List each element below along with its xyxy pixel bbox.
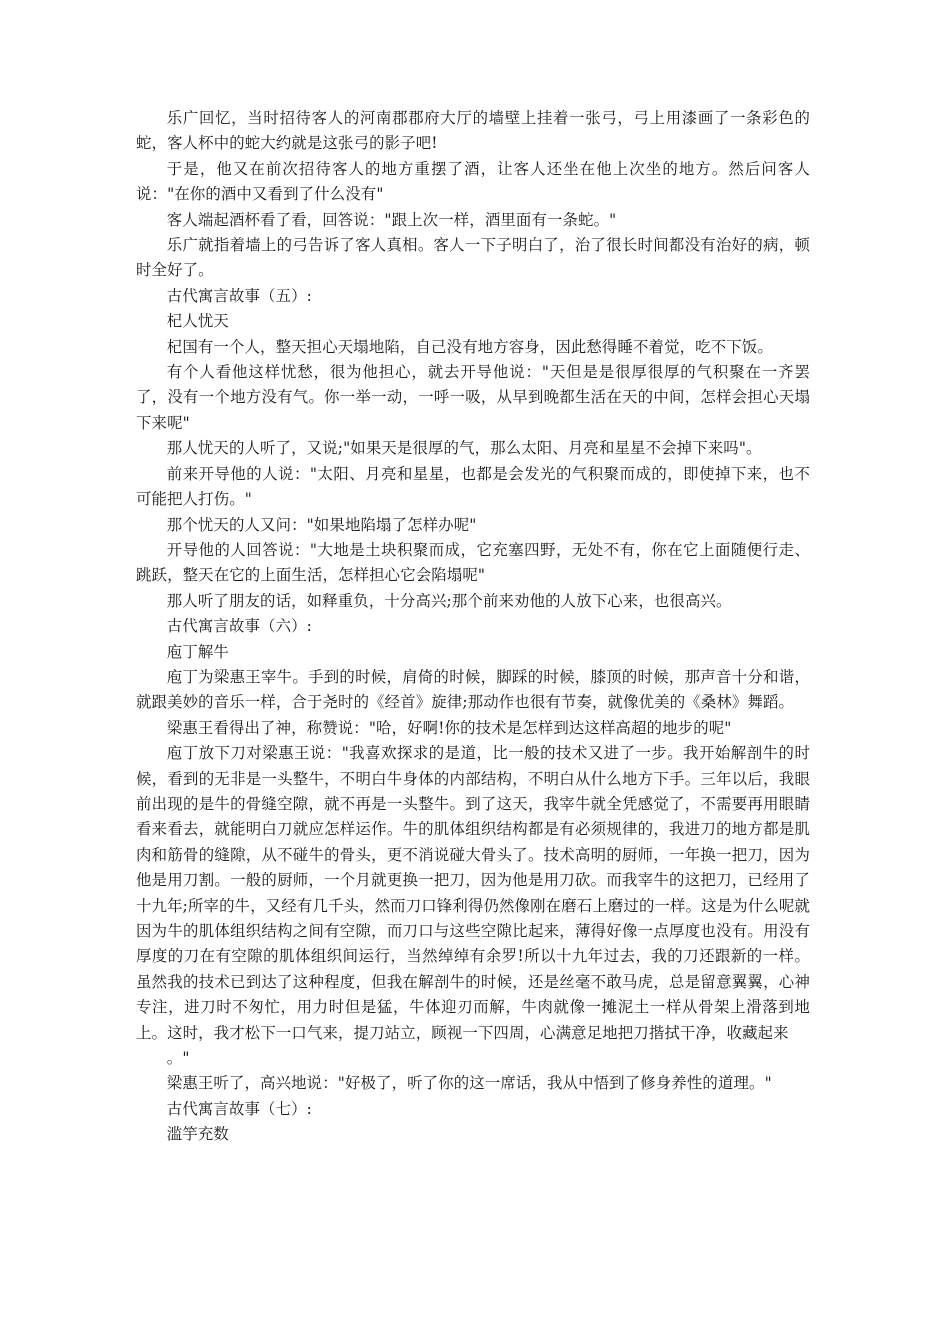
paragraph: 庖丁为梁惠王宰牛。手到的时候，肩倚的时候，脚踩的时候，膝顶的时候，那声音十分和谐，就跟美妙的音乐一样，合于尧时的《经首》旋律;那动作也很有节奏，就像优美的《桑林》舞蹈。	[136, 667, 810, 712]
paragraph: 有个人看他这样忧愁，很为他担心，就去开导他说："天但是是很厚很厚的气积聚在一齐罢了，没有一个地方没有气。你一举一动，一呼一吸，从早到晚都生活在天的中间，怎样会担心天塌下来呢"	[136, 363, 810, 432]
paragraph: 客人端起酒杯看了看，回答说："跟上次一样，酒里面有一条蛇。"	[166, 210, 617, 229]
paragraph: 。"	[166, 1049, 190, 1068]
story-title: 滥竽充数	[166, 1125, 229, 1144]
paragraph: 乐广回忆，当时招待客人的河南郡郡府大厅的墙壁上挂着一张弓，弓上用漆画了一条彩色的蛇，客人杯中的蛇大约就是这张弓的影子吧!	[136, 109, 810, 153]
paragraph: 乐广就指着墙上的弓告诉了客人真相。客人一下子明白了，治了很长时间都没有治好的病，顿时全好了。	[136, 236, 810, 280]
section-heading: 古代寓言故事（六）:	[166, 617, 312, 636]
paragraph: 杞国有一个人，整天担心天塌地陷，自己没有地方容身，因此愁得睡不着觉，吃不下饭。	[166, 337, 773, 356]
paragraph: 那人听了朋友的话，如释重负，十分高兴;那个前来劝他的人放下心来，也很高兴。	[166, 591, 732, 610]
paragraph: 那个忧天的人又问："如果地陷塌了怎样办呢"	[166, 515, 477, 534]
paragraph: 于是，他又在前次招待客人的地方重摆了酒，让客人还坐在他上次坐的地方。然后问客人说："在你的酒中又看到了什么没有"	[136, 159, 810, 204]
paragraph: 开导他的人回答说："大地是土块积聚而成，它充塞四野，无处不有，你在它上面随便行走、跳跃，整天在它的上面生活，怎样担心它会陷塌呢"	[136, 540, 810, 585]
paragraph: 前来开导他的人说："太阳、月亮和星星，也都是会发光的气积聚而成的，即使掉下来，也不可能把人打伤。"	[136, 464, 810, 509]
paragraph: 庖丁放下刀对梁惠王说："我喜欢探求的是道，比一般的技术又进了一步。我开始解剖牛的时候，看到的无非是一头整牛，不明白牛身体的内部结构，不明白从什么地方下手。三年以后，我眼前出现的是牛的骨缝空隙，就不再是一头整牛。到了这天，我宰牛就全凭感觉了，不需要再用眼睛看来看去，就能明白刀就应怎样运作。牛的肌体组织结构都是有必须规律的，我进刀的地方都是肌肉和筋骨的缝隙，从不碰牛的骨头，更不消说碰大骨头了。技术高明的厨师，一年换一把刀，因为他是用刀割。一般的厨师，一个月就更换一把刀，因为他是用刀砍。而我宰牛的这把刀，已经用了十九年;所宰的牛，又经有几千头，然而刀口锋利得仍然像刚在磨石上磨过的一样。这是为什么呢就因为牛的肌体组织结构之间有空隙，而刀口与这些空隙比起来，薄得好像一点厚度也没有。用没有厚度的刀在有空隙的肌体组织间运行，当然绰绰有余罗!所以十九年过去，我的刀还跟新的一样。虽然我的技术已到达了这种程度，但我在解剖牛的时候，还是丝毫不敢马虎，总是留意翼翼，心神专注，进刀时不匆忙，用力时但是猛，牛体迎刃而解，牛肉就像一摊泥土一样从骨架上滑落到地上。这时，我才松下一口气来，提刀站立，顾视一下四周，心满意足地把刀揩拭干净，收藏起来	[136, 744, 810, 1042]
section-heading: 古代寓言故事（五）:	[166, 286, 312, 305]
paragraph: 梁惠王看得出了神，称赞说："哈，好啊!你的技术是怎样到达这样高超的地步的呢"	[166, 718, 732, 737]
section-heading: 古代寓言故事（七）:	[166, 1099, 312, 1118]
story-title: 庖丁解牛	[166, 642, 229, 661]
story-title: 杞人忧天	[166, 312, 229, 331]
paragraph: 梁惠王听了，高兴地说："好极了，听了你的这一席话，我从中悟到了修身养性的道理。"	[166, 1074, 772, 1093]
paragraph: 那人忧天的人听了，又说;"如果天是很厚的气，那么太阳、月亮和星星不会掉下来吗"。	[166, 439, 762, 458]
document-page	[136, 106, 810, 1148]
